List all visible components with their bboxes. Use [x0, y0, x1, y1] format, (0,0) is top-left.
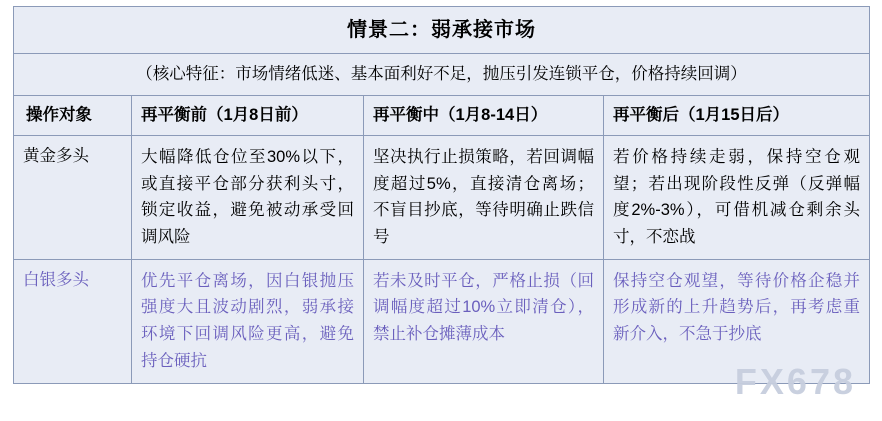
- column-header-before: 再平衡前（1月8日前）: [132, 95, 364, 135]
- table-title-row: [14, 7, 870, 54]
- silver-after-cell: 保持空仓观望，等待价格企稳并形成新的上升趋势后，再考虑重新介入，不急于抄底: [604, 259, 870, 383]
- scenario-table: [13, 6, 870, 384]
- watermark-text: FX678: [734, 361, 856, 402]
- page-title: 情景二：弱承接市场: [14, 7, 870, 54]
- table-header-row: [14, 95, 870, 135]
- silver-during-cell: 若未及时平仓，严格止损（回调幅度超过10%立即清仓），禁止补仓摊薄成本: [364, 259, 604, 383]
- gold-after-cell: 若价格持续走弱，保持空仓观望；若出现阶段性反弹（反弹幅度2%-3%），可借机减仓剩余头寸，不恋战: [604, 135, 870, 259]
- table-subtitle-row: [14, 54, 870, 96]
- row-label-gold: 黄金多头: [14, 135, 132, 259]
- page-subtitle: （核心特征：市场情绪低迷、基本面利好不足，抛压引发连锁平仓，价格持续回调）: [14, 54, 870, 96]
- gold-before-cell: 大幅降低仓位至30%以下，或直接平仓部分获利头寸，锁定收益，避免被动承受回调风险: [132, 135, 364, 259]
- row-label-silver: 白银多头: [14, 259, 132, 383]
- table-row: [14, 135, 870, 259]
- column-header-after: 再平衡后（1月15日后）: [604, 95, 870, 135]
- gold-during-cell: 坚决执行止损策略，若回调幅度超过5%，直接清仓离场；不盲目抄底，等待明确止跌信号: [364, 135, 604, 259]
- silver-before-cell: 优先平仓离场，因白银抛压强度大且波动剧烈，弱承接环境下回调风险更高，避免持仓硬抗: [132, 259, 364, 383]
- column-header-during: 再平衡中（1月8-14日）: [364, 95, 604, 135]
- table-row: [14, 259, 870, 383]
- column-header-object: 操作对象: [14, 95, 132, 135]
